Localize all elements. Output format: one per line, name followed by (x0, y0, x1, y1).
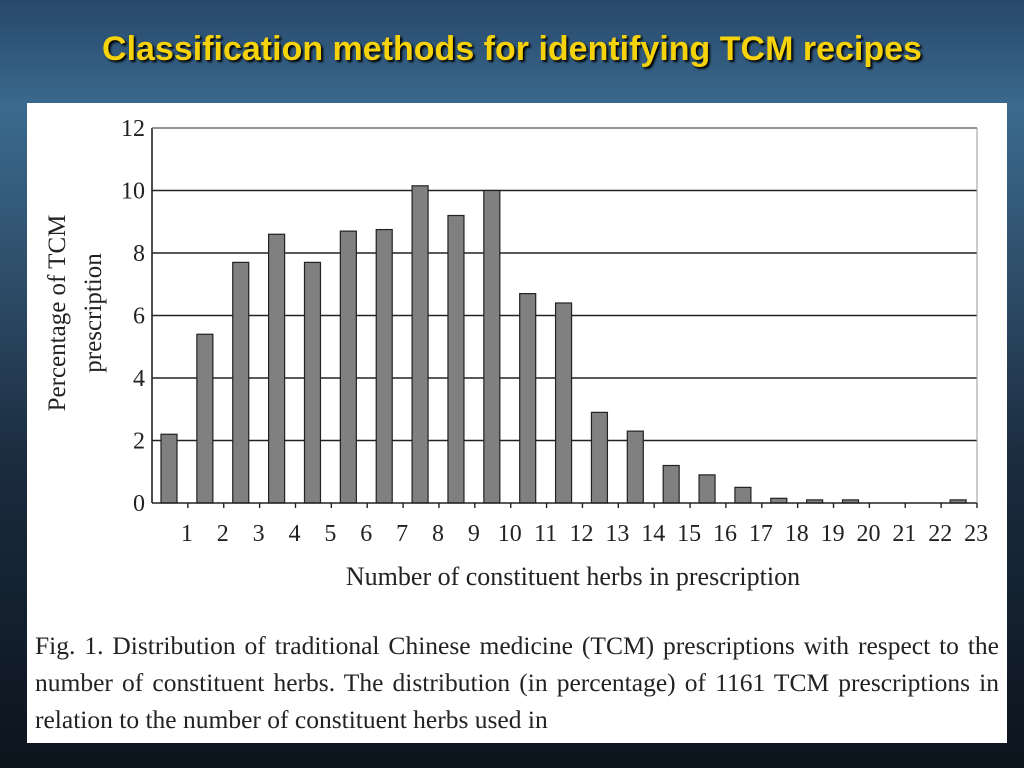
bar-2 (197, 334, 213, 503)
x-axis-label: Number of constituent herbs in prescription (345, 562, 801, 591)
bar-11 (520, 294, 536, 503)
x-tick-label: 8 (432, 521, 445, 547)
figure-caption: Fig. 1. Distribution of traditional Chinese medicine (TCM) prescriptions with respect to the number of constituent herbs. The distribution (in percentage) of 1161 TCM prescriptions in relation to the number of constituent herbs used in (35, 631, 999, 734)
bar-13 (591, 412, 607, 503)
x-tick-label: 5 (324, 521, 337, 547)
y-tick-label: 4 (133, 366, 145, 392)
x-tick-label: 11 (534, 521, 558, 547)
x-tick-label: 9 (467, 521, 480, 547)
x-tick-label: 23 (964, 521, 989, 547)
y-tick-labels (121, 116, 145, 517)
x-tick-label: 18 (784, 521, 809, 547)
x-tick-label: 14 (641, 521, 666, 547)
x-tick-label: 21 (892, 521, 917, 547)
x-tick-label: 6 (360, 521, 373, 547)
bar-9 (448, 216, 464, 504)
x-tick-label: 3 (252, 521, 265, 547)
bar-6 (340, 231, 356, 503)
x-tick-label: 16 (712, 521, 737, 547)
x-tick-label: 4 (288, 521, 301, 547)
bar-8 (412, 186, 428, 503)
bar-3 (233, 262, 249, 503)
x-tick-label: 7 (396, 521, 409, 547)
y-tick-label: 12 (121, 116, 145, 142)
y-tick-label: 10 (121, 178, 145, 205)
x-tick-label: 12 (569, 521, 594, 547)
bar-12 (556, 303, 572, 503)
x-tick-label: 13 (605, 521, 630, 547)
x-tick-label: 22 (928, 521, 953, 547)
bar-4 (269, 234, 285, 503)
x-tick-label: 15 (677, 521, 702, 547)
x-tick-label: 2 (216, 521, 229, 547)
y-axis-label (44, 215, 107, 412)
y-axis-label-line-1: Percentage of TCM (44, 214, 71, 412)
bar-17 (735, 487, 751, 503)
y-axis-label-line-2: prescription (80, 253, 107, 373)
bar-1 (161, 434, 177, 503)
x-tick-label: 17 (748, 521, 773, 547)
x-tick-label: 1 (180, 521, 193, 547)
x-tick-labels (181, 521, 988, 547)
bar-15 (663, 466, 679, 504)
bar-chart (27, 103, 1007, 623)
y-tick-label: 6 (133, 303, 145, 330)
bars (161, 186, 966, 503)
bar-14 (627, 431, 643, 503)
y-tick-label: 2 (133, 428, 145, 455)
x-tick-label: 10 (497, 521, 522, 547)
x-tick-label: 20 (856, 521, 881, 547)
y-tick-label: 0 (133, 491, 145, 517)
figure-panel (27, 103, 1007, 743)
bar-7 (376, 230, 392, 503)
x-tick-label: 19 (820, 521, 845, 547)
bar-10 (484, 191, 500, 504)
bar-16 (699, 475, 715, 503)
y-tick-label: 8 (133, 241, 145, 267)
bar-5 (304, 262, 320, 503)
slide-title: Classification methods for identifying TCM recipes (102, 30, 922, 68)
